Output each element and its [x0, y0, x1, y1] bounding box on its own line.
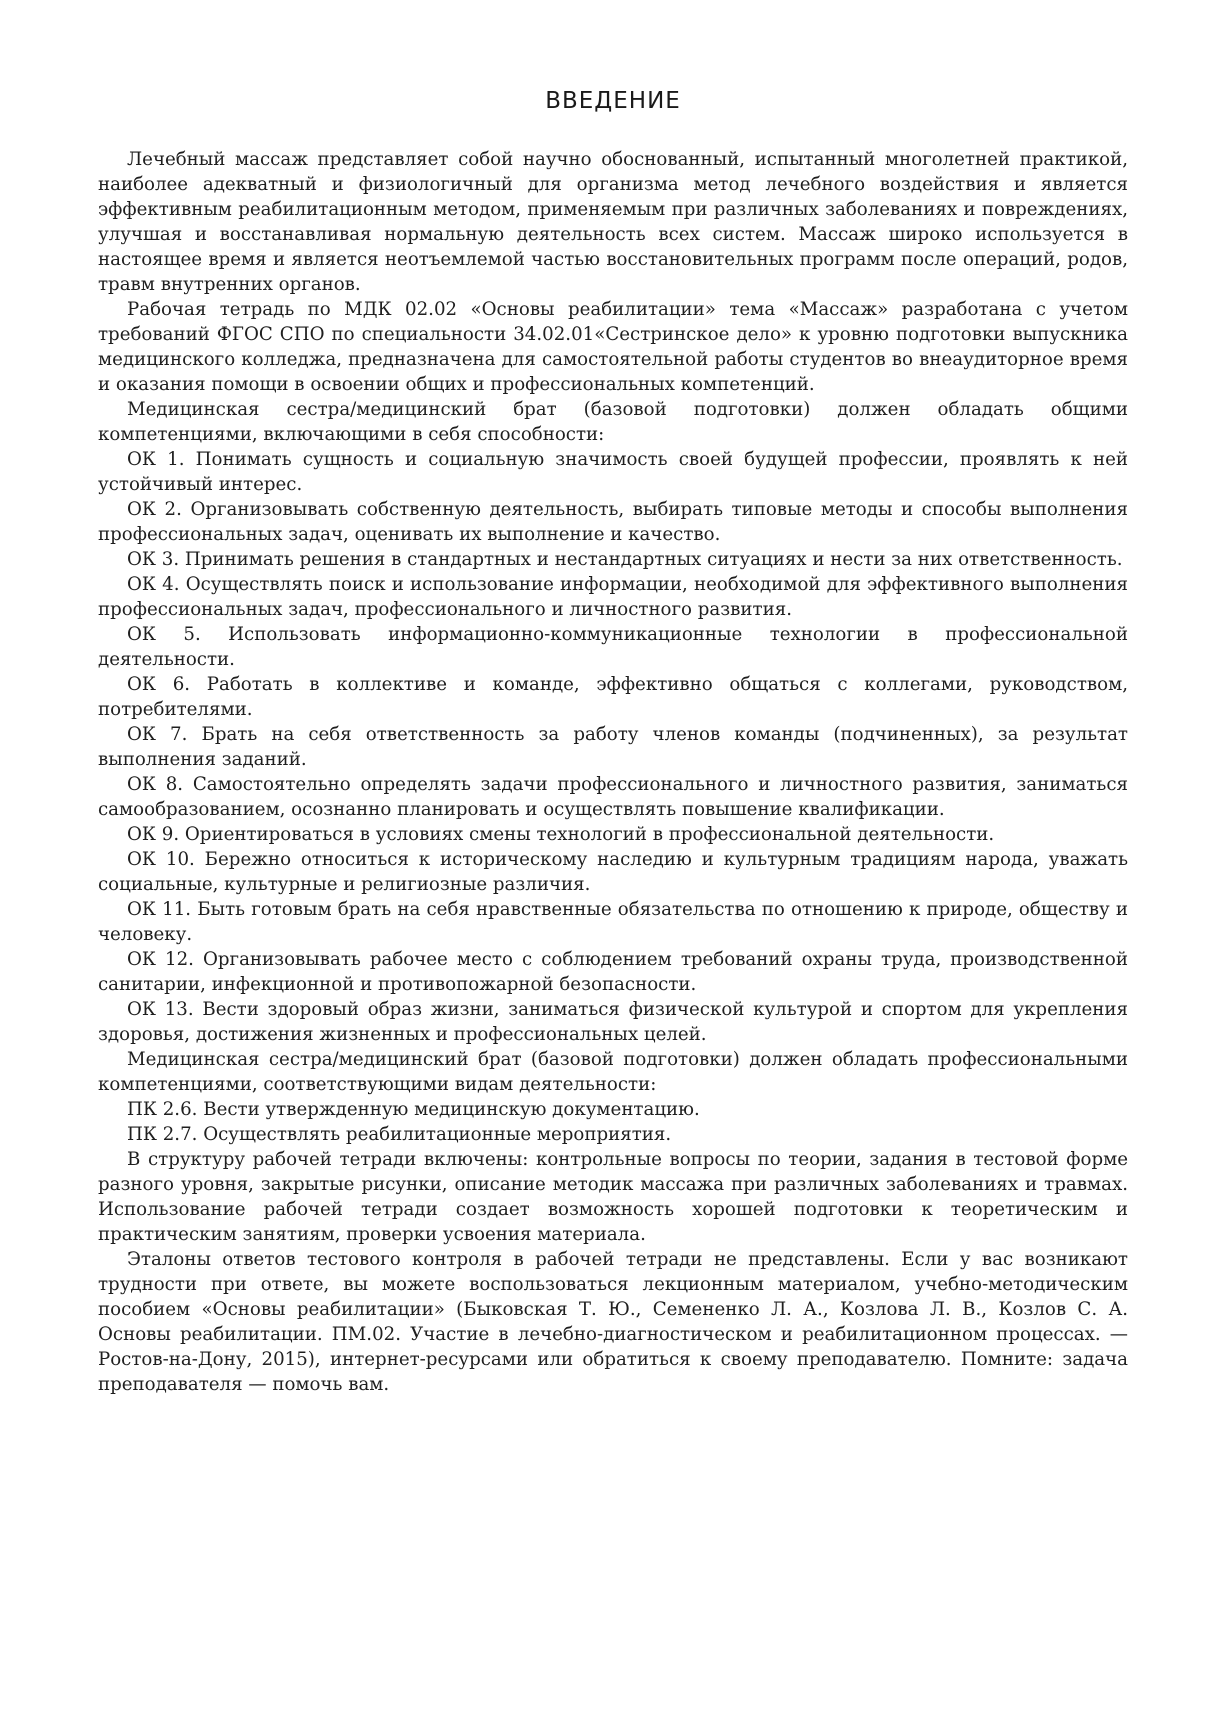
competency-ok-6: ОК 6. Работать в коллективе и команде, эффективно общаться с коллегами, руководством, потребителями.: [98, 674, 1128, 720]
competency-ok-11: ОК 11. Быть готовым брать на себя нравственные обязательства по отношению к природе, обществу и человеку.: [98, 899, 1128, 945]
competency-ok-7: ОК 7. Брать на себя ответственность за работу членов команды (подчиненных), за результат выполнения заданий.: [98, 724, 1128, 770]
competency-ok-12: ОК 12. Организовывать рабочее место с соблюдением требований охраны труда, производственной санитарии, инфекционной и противопожарной безопасности.: [98, 949, 1128, 995]
paragraph-intro: Лечебный массаж представляет собой научно обоснованный, испытанный многолетней практикой, наиболее адекватный и физиологичный для организма метод лечебного воздействия и является эффективным реабилитационным методом, применяемым при различных заболеваниях и повреждениях, улучшая и восстанавливая нормальную деятельность всех систем. Массаж широко используется в настоящее время и является неотъемлемой частью восстановительных программ после операций, родов, травм внутренних органов.: [98, 149, 1128, 295]
document-body: [98, 147, 1128, 1397]
competency-pk-2-6: ПК 2.6. Вести утвержденную медицинскую документацию.: [127, 1099, 700, 1120]
competency-ok-9: ОК 9. Ориентироваться в условиях смены технологий в профессиональной деятельности.: [127, 824, 995, 845]
competency-ok-10: ОК 10. Бережно относиться к историческому наследию и культурным традициям народа, уважать социальные, культурные и религиозные различия.: [98, 849, 1128, 895]
document-page: [98, 88, 1128, 1397]
competency-ok-8: ОК 8. Самостоятельно определять задачи профессионального и личностного развития, заниматься самообразованием, осознанно планировать и осуществлять повышение квалификации.: [98, 774, 1128, 820]
paragraph-structure: В структуру рабочей тетради включены: контрольные вопросы по теории, задания в тестовой форме разного уровня, закрытые рисунки, описание методик массажа при различных заболеваниях и травмах. Использование рабочей тетради создает возможность хорошей подготовки к теоретическим и практическим занятиям, проверки усвоения материала.: [98, 1149, 1128, 1245]
paragraph-workbook: Рабочая тетрадь по МДК 02.02 «Основы реабилитации» тема «Массаж» разработана с учетом требований ФГОС СПО по специальности 34.02.01«Сестринское дело» к уровню подготовки выпускника медицинского колледжа, предназначена для самостоятельной работы студентов во внеаудиторное время и оказания помощи в освоении общих и профессиональных компетенций.: [98, 299, 1128, 395]
competency-ok-13: ОК 13. Вести здоровый образ жизни, заниматься физической культурой и спортом для укрепления здоровья, достижения жизненных и профессиональных целей.: [98, 999, 1128, 1045]
paragraph-professional-competencies: Медицинская сестра/медицинский брат (базовой подготовки) должен обладать профессиональными компетенциями, соответствующими видам деятельности:: [98, 1049, 1128, 1095]
competency-ok-2: ОК 2. Организовывать собственную деятельность, выбирать типовые методы и способы выполнения профессиональных задач, оценивать их выполнение и качество.: [98, 499, 1128, 545]
competency-pk-2-7: ПК 2.7. Осуществлять реабилитационные мероприятия.: [127, 1124, 672, 1145]
competency-ok-1: ОК 1. Понимать сущность и социальную значимость своей будущей профессии, проявлять к ней устойчивый интерес.: [98, 449, 1128, 495]
competency-ok-4: ОК 4. Осуществлять поиск и использование информации, необходимой для эффективного выполнения профессиональных задач, профессионального и личностного развития.: [98, 574, 1128, 620]
competency-ok-3: ОК 3. Принимать решения в стандартных и нестандартных ситуациях и нести за них ответственность.: [127, 549, 1123, 570]
section-title: ВВЕДЕНИЕ: [545, 88, 681, 114]
competency-ok-5: ОК 5. Использовать информационно-коммуникационные технологии в профессиональной деятельности.: [98, 624, 1128, 670]
paragraph-answers: Эталоны ответов тестового контроля в рабочей тетради не представлены. Если у вас возникают трудности при ответе, вы можете воспользоваться лекционным материалом, учебно-методическим пособием «Основы реабилитации» (Быковская Т. Ю., Семененко Л. А., Козлова Л. В., Козлов С. А. Основы реабилитации. ПМ.02. Участие в лечебно-диагностическом и реабилитационном процессах. — Ростов-на-Дону, 2015), интернет-ресурсами или обратиться к своему преподавателю. Помните: задача преподавателя — помочь вам.: [98, 1249, 1128, 1395]
paragraph-general-competencies: Медицинская сестра/медицинский брат (базовой подготовки) должен обладать общими компетенциями, включающими в себя способности:: [98, 399, 1128, 445]
